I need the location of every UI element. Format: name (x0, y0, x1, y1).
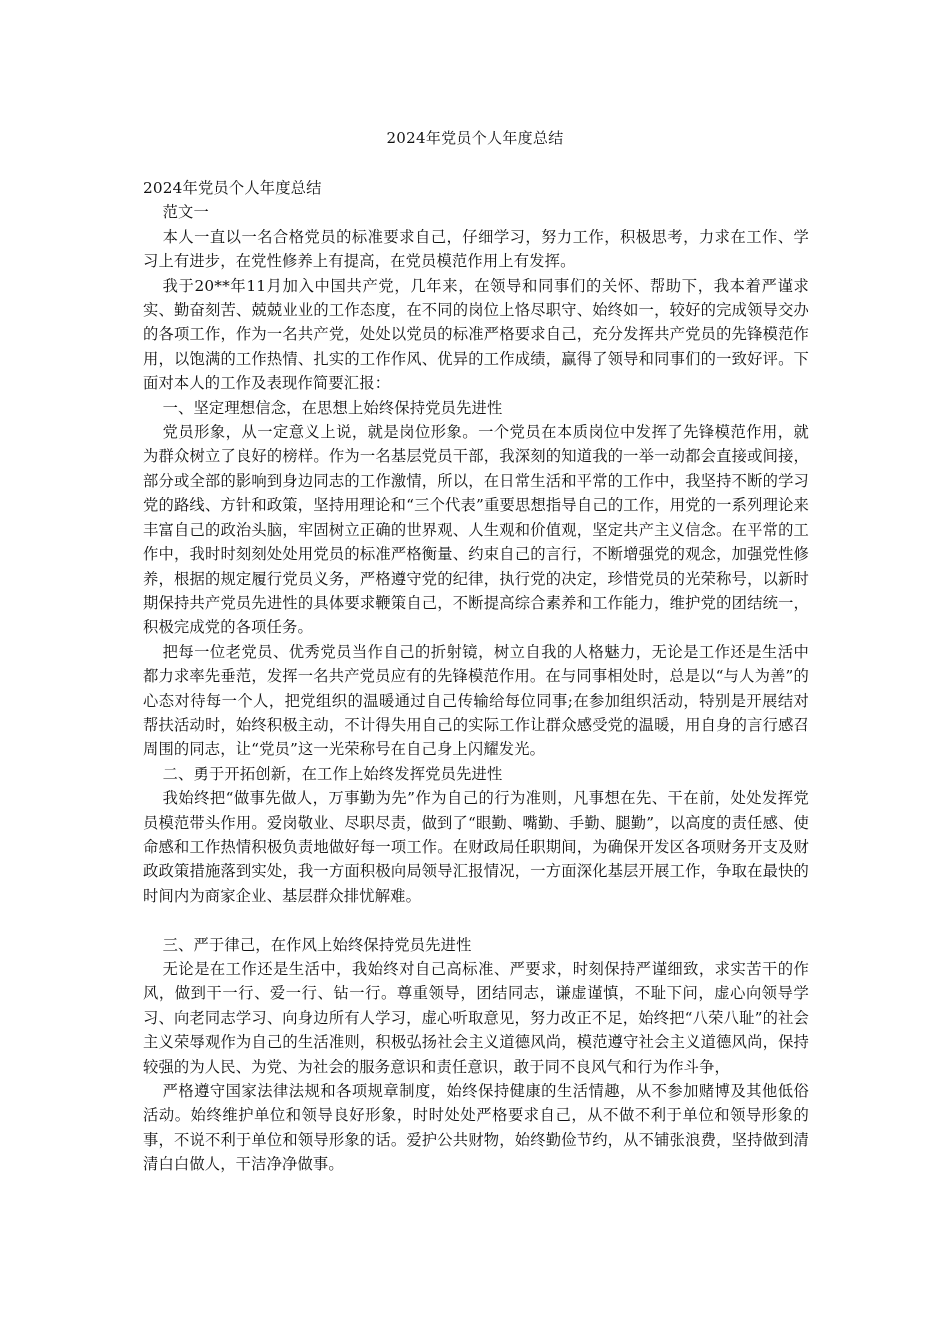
paragraph-section-2: 我始终把“做事先做人，万事勤为先”作为自己的行为准则，凡事想在先、干在前，处处发挥党员模范带头作用。爱岗敬业、尽职尽责，做到了“眼勤、嘴勤、手勤、腿勤”，以高度的责任感、使命感和工作热情积极负责地做好每一项工作。在财政局任职期间，为确保开发区各项财务开支及财政政策措施落到实处，我一方面积极向局领导汇报情况，一方面深化基层开展工作，争取在最快的时间内为商家企业、基层群众排忧解难。 (143, 789, 809, 905)
paragraph-section-3b: 严格遵守国家法律法规和各项规章制度，始终保持健康的生活情趣，从不参加赌博及其他低俗活动。始终维护单位和领导良好形象，时时处处严格要求自己，从不做不利于单位和领导形象的事，不说不利于单位和领导形象的话。爱护公共财物，始终勤俭节约，从不铺张浪费，坚持做到清清白白做人，干洁净净做事。 (143, 1082, 809, 1174)
document-body (143, 176, 809, 1177)
section-heading-1: 一、坚定理想信念，在思想上始终保持党员先进性 (162, 398, 503, 417)
document-subtitle: 2024年党员个人年度总结 (143, 179, 322, 197)
sample-label: 范文一 (162, 203, 209, 222)
document-title: 2024年党员个人年度总结 (386, 129, 564, 147)
paragraph-section-1a: 党员形象，从一定意义上说，就是岗位形象。一个党员在本质岗位中发挥了先锋模范作用，就为群众树立了良好的榜样。作为一名基层党员干部，我深刻的知道我的一举一动都会直接或间接，部分或全部的影响到身边同志的工作激情，所以，在日常生活和平常的工作中，我坚持不断的学习党的路线、方针和政策，坚持用理论和“三个代表”重要思想指导自己的工作，用党的一系列理论来丰富自己的政治头脑，牢固树立正确的世界观、人生观和价值观，坚定共产主义信念。在平常的工作中，我时时刻刻处处用党员的标准严格衡量、约束自己的言行，不断增强党的观念，加强党性修养，根据的规定履行党员义务，严格遵守党的纪律，执行党的决定，珍惜党员的光荣称号，以新时期保持共产党员先进性的具体要求鞭策自己，不断提高综合素养和工作能力，维护党的团结统一，积极完成党的各项任务。 (143, 423, 809, 637)
paragraph-section-3a: 无论是在工作还是生活中，我始终对自己高标准、严要求，时刻保持严谨细致，求实苦干的作风，做到干一行、爱一行、钻一行。尊重领导，团结同志，谦虚谨慎，不耻下问，虚心向领导学习、向老同志学习、向身边所有人学习，虚心听取意见，努力改正不足，始终把“八荣八耻”的社会主义荣辱观作为自己的生活准则，积极弘扬社会主义道德风尚，模范遵守社会主义道德风尚，保持较强的为人民、为党、为社会的服务意识和责任意识，敢于同不良风气和行为作斗争， (143, 959, 809, 1076)
paragraph-section-1b: 把每一位老党员、优秀党员当作自己的折射镜，树立自我的人格魅力，无论是工作还是生活中都力求率先垂范，发挥一名共产党员应有的先锋模范作用。在与同事相处时，总是以“与人为善”的心态对待每一个人，把党组织的温暖通过自己传输给每位同事;在参加组织活动，特别是开展结对帮扶活动时，始终积极主动，不计得失用自己的实际工作让群众感受党的温暖，用自身的言行感召周围的同志，让“党员”这一光荣称号在自己身上闪耀发光。 (143, 642, 809, 759)
blank-line (143, 908, 809, 932)
section-heading-2: 二、勇于开拓创新，在工作上始终发挥党员先进性 (162, 764, 503, 783)
paragraph-intro: 本人一直以一名合格党员的标准要求自己，仔细学习，努力工作，积极思考，力求在工作、学习上有进步，在党性修养上有提高，在党员模范作用上有发挥。 (143, 227, 809, 271)
paragraph-background: 我于20**年11月加入中国共产党，几年来，在领导和同事们的关怀、帮助下，我本着严谨求实、勤奋刻苦、兢兢业业的工作态度，在不同的岗位上恪尽职守、始终如一，较好的完成领导交办的各项工作，作为一名共产党，处处以党员的标准严格要求自己，充分发挥共产党员的先锋模范作用，以饱满的工作热情、扎实的工作作风、优异的工作成绩，赢得了领导和同事们的一致好评。下面对本人的工作及表现作简要汇报： (143, 276, 809, 393)
section-heading-3: 三、严于律己，在作风上始终保持党员先进性 (162, 935, 472, 954)
